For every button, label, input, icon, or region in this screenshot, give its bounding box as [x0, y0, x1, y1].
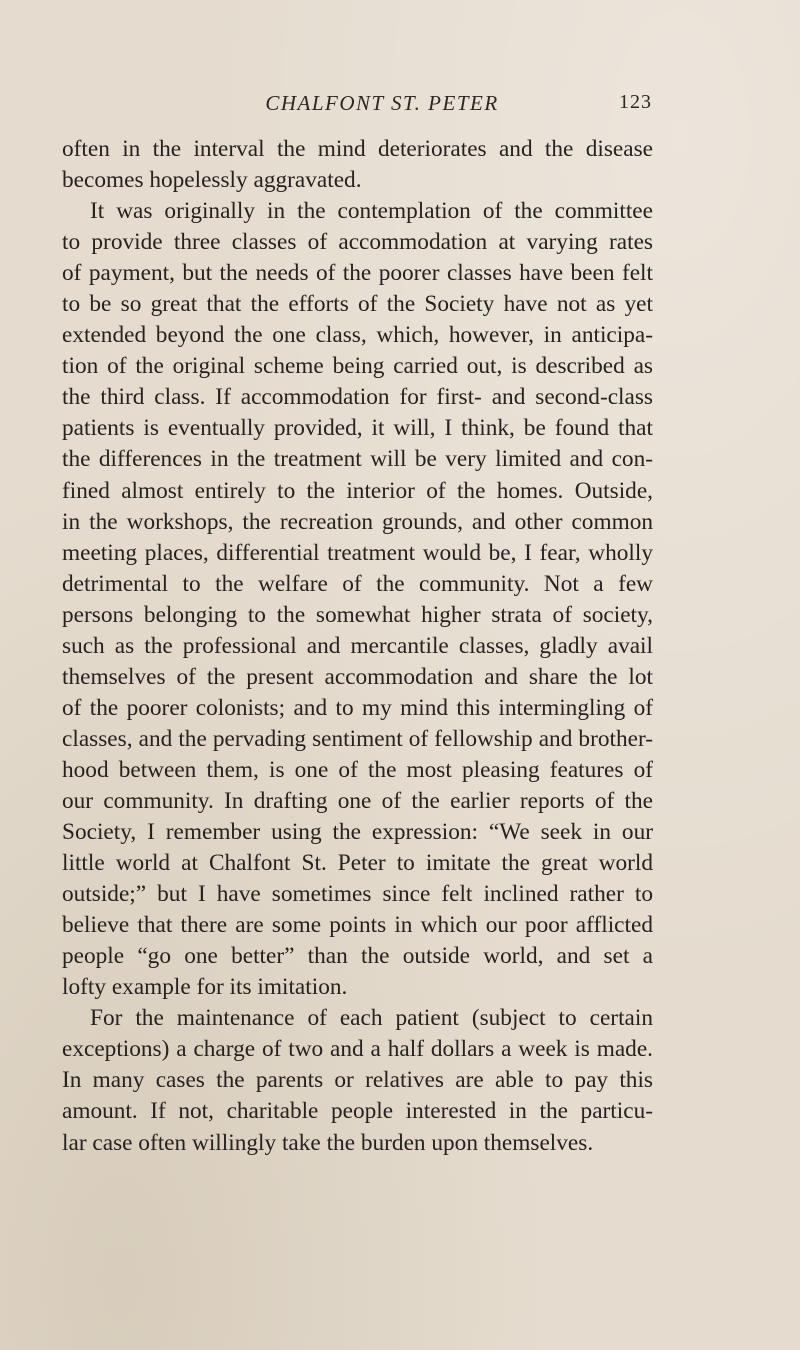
text-line: extended beyond the one class, which, however, in anticipa-	[62, 322, 653, 349]
text-line: For the maintenance of each patient (subject to certain	[90, 1005, 653, 1032]
text-line: tion of the original scheme being carried out, is described as	[62, 353, 653, 380]
text-line: Society, I remember using the expression: “We seek in our	[62, 819, 653, 846]
running-title: CHALFONT ST. PETER	[265, 91, 499, 115]
text-line: of payment, but the needs of the poorer classes have been felt	[62, 260, 653, 287]
text-line: our community. In drafting one of the earlier reports of the	[62, 787, 653, 814]
text-line: lar case often willingly take the burden upon themselves.	[62, 1129, 594, 1156]
body-text	[62, 134, 653, 1159]
text-line: the differences in the treatment will be very limited and con-	[62, 446, 653, 473]
running-head	[112, 91, 652, 121]
text-line: classes, and the pervading sentiment of fellowship and brother-	[62, 725, 653, 752]
text-line: hood between them, is one of the most pleasing features of	[62, 756, 653, 783]
text-line: amount. If not, charitable people interested in the particu-	[62, 1098, 653, 1125]
text-line: outside;” but I have sometimes since felt inclined rather to	[62, 881, 653, 908]
text-line: In many cases the parents or relatives are able to pay this	[62, 1067, 653, 1094]
text-line: of the poorer colonists; and to my mind this intermingling of	[62, 694, 653, 721]
text-line: little world at Chalfont St. Peter to imitate the great world	[62, 850, 653, 877]
page-number: 123	[619, 91, 652, 113]
text-line: themselves of the present accommodation and share the lot	[62, 663, 653, 690]
text-line: to be so great that the efforts of the Society have not as yet	[62, 291, 653, 318]
text-line: fined almost entirely to the interior of the homes. Outside,	[62, 477, 653, 504]
text-line: often in the interval the mind deteriorates and the disease	[62, 136, 653, 162]
text-line: patients is eventually provided, it will, I think, be found that	[62, 415, 653, 442]
text-line: becomes hopelessly aggravated.	[62, 167, 362, 194]
text-line: detrimental to the welfare of the community. Not a few	[62, 570, 653, 597]
text-line: meeting places, differential treatment would be, I fear, wholly	[62, 539, 653, 566]
text-line: believe that there are some points in which our poor afflicted	[62, 912, 653, 939]
text-line: lofty example for its imitation.	[62, 974, 348, 1001]
text-line: the third class. If accommodation for first- and second-class	[62, 384, 653, 411]
text-line: persons belonging to the somewhat higher strata of society,	[62, 601, 653, 628]
text-line: to provide three classes of accommodation at varying rates	[62, 229, 653, 256]
text-line: exceptions) a charge of two and a half dollars a week is made.	[62, 1036, 653, 1063]
text-line: people “go one better” than the outside world, and set a	[62, 943, 653, 970]
text-line: in the workshops, the recreation grounds, and other common	[62, 508, 653, 535]
text-line: such as the professional and mercantile classes, gladly avail	[62, 632, 653, 659]
text-line: It was originally in the contemplation of the committee	[90, 198, 653, 225]
